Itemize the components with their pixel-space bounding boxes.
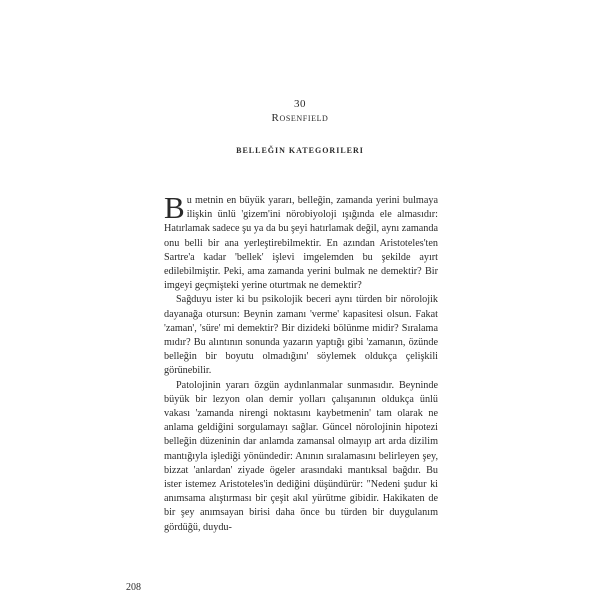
paragraph-3: Patolojinin yararı özgün aydınlanmalar sunmasıdır. Beyninde büyük bir lezyon olan demir yolları çalışanının oldukça ünlü vakası 'zamanda nirengi noktasını kaybetmenin' tam olarak ne anlama geldiğini sorgulamayı sağlar. Güncel nörolojinin hipotezi belleğin düzeninin dar anlamda zamansal olmayıp art arda dizilim mantığıyla işlediği yönündedir: Anının sıralamasını belirleyen şey, bizzat 'anlardan' ziyade ögeler arasındaki mantıksal bağdır. Bu ister istemez Aristoteles'in dediğini düşündürür: "Nedeni şudur ki anımsama alıştırması bir çeşit akıl yürütme gibidir. Hakikaten de bir şey anımsayan birisi daha önce bu türden bir duygulanım gördüğü, duydu- [164, 379, 438, 533]
chapter-number: 30 [294, 98, 306, 110]
chapter-author: Rosenfield [271, 112, 329, 124]
paragraph-1 [164, 190, 438, 293]
page-number: 208 [126, 582, 141, 593]
paragraph-2: Sağduyu ister ki bu psikolojik beceri aynı türden bir nörolojik dayanağa otursun: Beynin zamanı 'verme' kapasitesi olsun. Fakat 'zaman', 'süre' mi demektir? Bir dizideki bölünme midir? Sıralama mıdır? Bu alıntının sonunda yazarın yaptığı gibi 'zamanın, özünde belleğin bir boyutu olmadığını' söylemek oldukça çelişkili görünebilir. [164, 294, 438, 377]
chapter-title: BELLEĞIN KATEGORILERI [236, 146, 364, 155]
paragraph-1-text: u metnin en büyük yararı, belleğin, zamanda yerini bulmaya ilişkin ünlü 'gizem'ini nörobiyoloji ışığında ele almasıdır: Hatırlamak sadece şu ya da bu şeyi hatırlamak değil, aynı zamanda onu belli bir ana yerleştirebilmektir. En azından Aristoteles'ten Sartre'a kadar 'bellek' işlevi imgelemden bu şekilde ayırt edilebilmiştir. Peki, ama zamanda yerini bulmak ne demektir? Bir imgeyi geçmişteki yerine oturtmak ne demektir? [164, 195, 438, 292]
drop-cap: B [164, 190, 185, 225]
body-text [164, 190, 438, 535]
